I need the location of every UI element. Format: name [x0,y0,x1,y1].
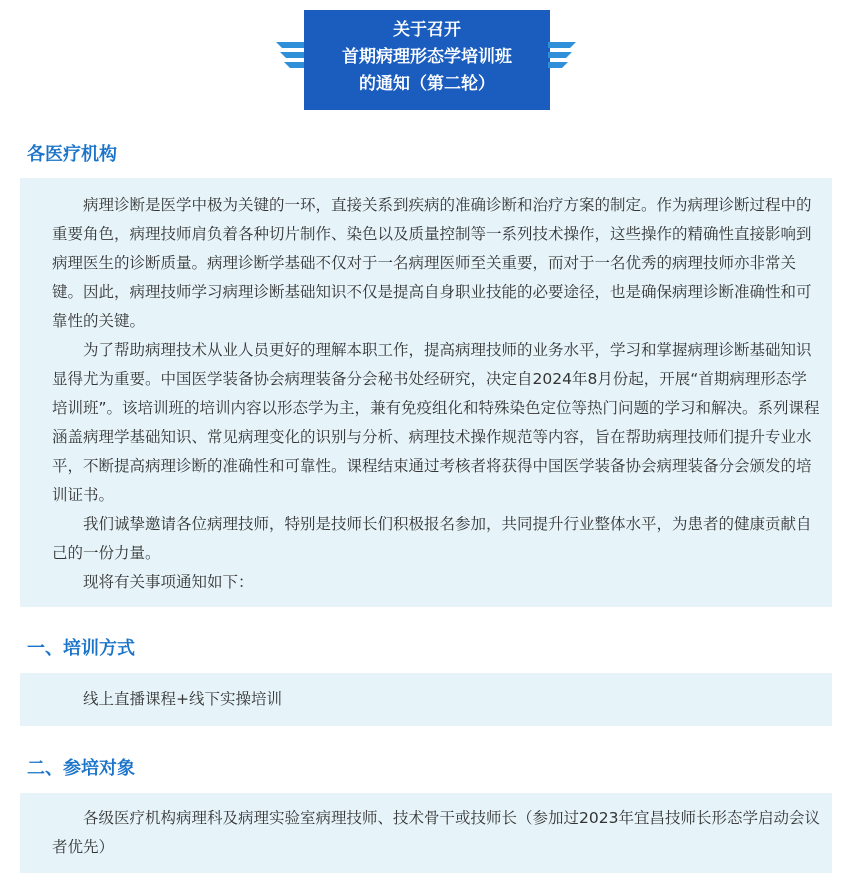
right-wing-decoration-icon [548,42,576,72]
banner-line-2: 首期病理形态学培训班 [342,47,512,67]
banner-title [304,10,550,110]
intro-paragraph-1: 病理诊断是医学中极为关键的一环，直接关系到疾病的准确诊断和治疗方案的制定。作为病理诊断过程中的重要角色，病理技师肩负着各种切片制作、染色以及质量控制等一系列技术操作，这些操作的精确性直接影响到病理医生的诊断质量。病理诊断学基础不仅对于一名病理医师至关重要，而对于一名优秀的病理技师亦非常关键。因此，病理技师学习病理诊断基础知识不仅是提高自身职业技能的必要途径，也是确保病理诊断准确性和可靠性的关键。 [52,196,812,330]
title-banner [0,0,864,120]
section-2-text: 各级医疗机构病理科及病理实验室病理技师、技术骨干或技师长（参加过2023年宜昌技师长形态学启动会议者优先） [52,809,820,856]
intro-paragraph-2: 为了帮助病理技术从业人员更好的理解本职工作，提高病理技师的业务水平，学习和掌握病理诊断基础知识显得尤为重要。中国医学装备协会病理装备分会秘书处经研究，决定自2024年8月份起，开展“首期病理形态学培训班”。该培训班的培训内容以形态学为主，兼有免疫组化和特殊染色定位等热门问题的学习和解决。系列课程涵盖病理学基础知识、常见病理变化的识别与分析、病理技术操作规范等内容，旨在帮助病理技师们提升专业水平，不断提高病理诊断的准确性和可靠性。课程结束通过考核者将获得中国医学装备协会病理装备分会颁发的培训证书。 [52,341,820,504]
intro-paragraph-4: 现将有关事项通知如下： [83,573,254,591]
banner-line-3: 的通知（第二轮） [359,74,495,94]
section-1-heading: 一、培训方式 [27,638,135,659]
section-1-box [20,673,832,726]
section-2-heading: 二、参培对象 [27,758,135,779]
intro-box [20,178,832,607]
banner-line-1: 关于召开 [393,20,461,40]
intro-heading: 各医疗机构 [27,144,117,165]
left-wing-decoration-icon [276,42,304,72]
section-1-text: 线上直播课程+线下实操培训 [83,690,282,708]
section-2-box [20,793,832,873]
intro-paragraph-3: 我们诚挚邀请各位病理技师，特别是技师长们积极报名参加，共同提升行业整体水平，为患者的健康贡献自己的一份力量。 [52,515,812,562]
